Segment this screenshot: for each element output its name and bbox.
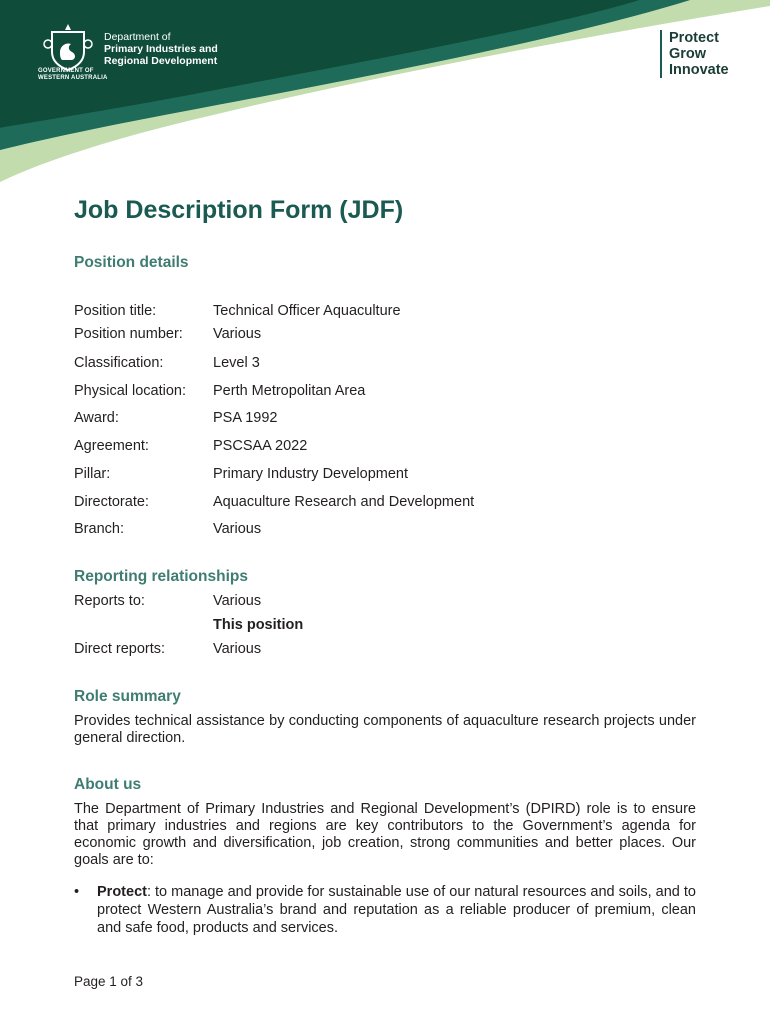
detail-value: Various xyxy=(213,521,262,537)
tagline-protect: Protect xyxy=(669,30,719,46)
department-name: Department of Primary Industries and Regional Development xyxy=(104,31,218,67)
reports-to-value: Various xyxy=(213,593,262,609)
detail-row-pillar xyxy=(74,466,714,486)
bullet-body: : to manage and provide for sustainable use of our natural resources and soils, and to protect Western Australia’s brand and reputation as a reliable producer of premium, clean and safe food, products and services. xyxy=(97,884,696,936)
role-summary-text: Provides technical assistance by conducting components of aquaculture research projects under general direction. xyxy=(74,713,696,746)
tagline-innovate: Innovate xyxy=(669,62,729,78)
direct-reports-value: Various xyxy=(213,641,262,657)
detail-label: Position title: xyxy=(74,303,157,319)
government-label: GOVERNMENT OF WESTERN AUSTRALIA xyxy=(38,68,108,81)
reporting-heading: Reporting relationships xyxy=(74,568,248,585)
reports-to-label: Reports to: xyxy=(74,593,145,609)
detail-label: Directorate: xyxy=(74,494,149,510)
detail-value: Perth Metropolitan Area xyxy=(213,383,366,399)
bullet-text xyxy=(97,883,696,937)
detail-label: Award: xyxy=(74,410,119,426)
about-us-heading: About us xyxy=(74,776,142,793)
bullet-icon: • xyxy=(74,884,80,900)
detail-row-physical-location xyxy=(74,383,714,403)
detail-label: Pillar: xyxy=(74,466,111,482)
detail-row-agreement xyxy=(74,438,714,458)
direct-reports-label: Direct reports: xyxy=(74,641,166,657)
this-position-label: This position xyxy=(213,617,304,633)
bullet-label: Protect xyxy=(97,884,147,900)
tagline-grow: Grow xyxy=(669,46,707,62)
position-details-heading: Position details xyxy=(74,254,189,271)
detail-row-branch xyxy=(74,521,714,541)
detail-value: Aquaculture Research and Development xyxy=(213,494,475,510)
role-summary-heading: Role summary xyxy=(74,688,181,705)
direct-reports-row xyxy=(74,641,714,661)
detail-label: Agreement: xyxy=(74,438,149,454)
detail-row-directorate xyxy=(74,494,714,514)
detail-value: Various xyxy=(213,326,262,342)
about-us-text: The Department of Primary Industries and Regional Development’s (DPIRD) role is to ensure that primary industries and regions are key contributors to the Government’s agenda for economic growth and diversification, job creation, strong communities and better places. Our goals are to: xyxy=(74,801,696,868)
tagline xyxy=(660,30,729,78)
dpird-logo xyxy=(38,22,238,86)
detail-row-position-title xyxy=(74,303,714,323)
detail-value: PSCSAA 2022 xyxy=(213,438,308,454)
detail-value: Level 3 xyxy=(213,355,260,371)
reports-to-row xyxy=(74,593,714,613)
detail-row-award xyxy=(74,410,714,430)
detail-label: Physical location: xyxy=(74,383,187,399)
detail-value: PSA 1992 xyxy=(213,410,278,426)
detail-label: Classification: xyxy=(74,355,164,371)
detail-label: Branch: xyxy=(74,521,124,537)
page-title: Job Description Form (JDF) xyxy=(74,196,404,224)
detail-value: Primary Industry Development xyxy=(213,466,409,482)
detail-value: Technical Officer Aquaculture xyxy=(213,303,401,319)
detail-label: Position number: xyxy=(74,326,183,342)
this-position-row xyxy=(74,617,714,637)
detail-row-position-number xyxy=(74,326,714,346)
detail-row-classification xyxy=(74,355,714,375)
page-number: Page 1 of 3 xyxy=(74,974,144,989)
